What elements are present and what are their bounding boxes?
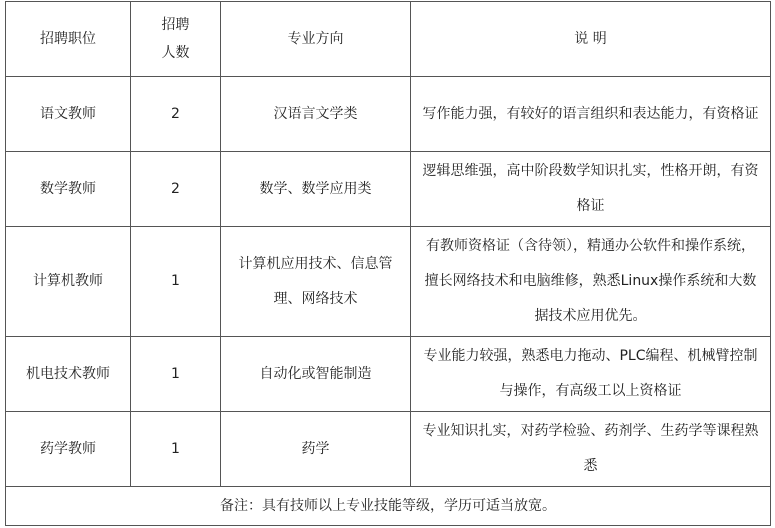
position-cell: 药学教师: [6, 412, 131, 487]
header-count-line1: 招聘: [161, 17, 190, 33]
position-cell: 语文教师: [6, 77, 131, 152]
header-description: 说 明: [411, 2, 771, 77]
header-count: [131, 2, 221, 77]
recruitment-table: [5, 1, 771, 526]
header-position: 招聘职位: [6, 2, 131, 77]
count-cell: 2: [131, 152, 221, 227]
count-cell: 1: [131, 227, 221, 337]
description-cell: 写作能力强，有较好的语言组织和表达能力，有资格证: [411, 77, 771, 152]
major-cell: 汉语言文学类: [221, 77, 411, 152]
count-cell: 2: [131, 77, 221, 152]
note-row: [6, 487, 771, 526]
count-cell: 1: [131, 412, 221, 487]
major-cell: 自动化或智能制造: [221, 337, 411, 412]
table-row: [6, 77, 771, 152]
description-cell: 专业能力较强，熟悉电力拖动、PLC编程、机械臂控制与操作，有高级工以上资格证: [411, 337, 771, 412]
description-cell: 专业知识扎实，对药学检验、药剂学、生药学等课程熟悉: [411, 412, 771, 487]
major-cell: 计算机应用技术、信息管理、网络技术: [221, 227, 411, 337]
header-count-line2: 人数: [161, 45, 190, 61]
position-cell: 数学教师: [6, 152, 131, 227]
position-cell: 机电技术教师: [6, 337, 131, 412]
position-cell: 计算机教师: [6, 227, 131, 337]
table-row: [6, 337, 771, 412]
note-cell: 备注：具有技师以上专业技能等级，学历可适当放宽。: [6, 487, 771, 526]
description-cell: 有教师资格证（含待领），精通办公软件和操作系统，擅长网络技术和电脑维修，熟悉Linux操作系统和大数据技术应用优先。: [411, 227, 771, 337]
header-row: [6, 2, 771, 77]
table-row: [6, 152, 771, 227]
header-major: 专业方向: [221, 2, 411, 77]
table-row: [6, 227, 771, 337]
count-cell: 1: [131, 337, 221, 412]
table-row: [6, 412, 771, 487]
major-cell: 数学、数学应用类: [221, 152, 411, 227]
description-cell: 逻辑思维强，高中阶段数学知识扎实，性格开朗，有资格证: [411, 152, 771, 227]
major-cell: 药学: [221, 412, 411, 487]
